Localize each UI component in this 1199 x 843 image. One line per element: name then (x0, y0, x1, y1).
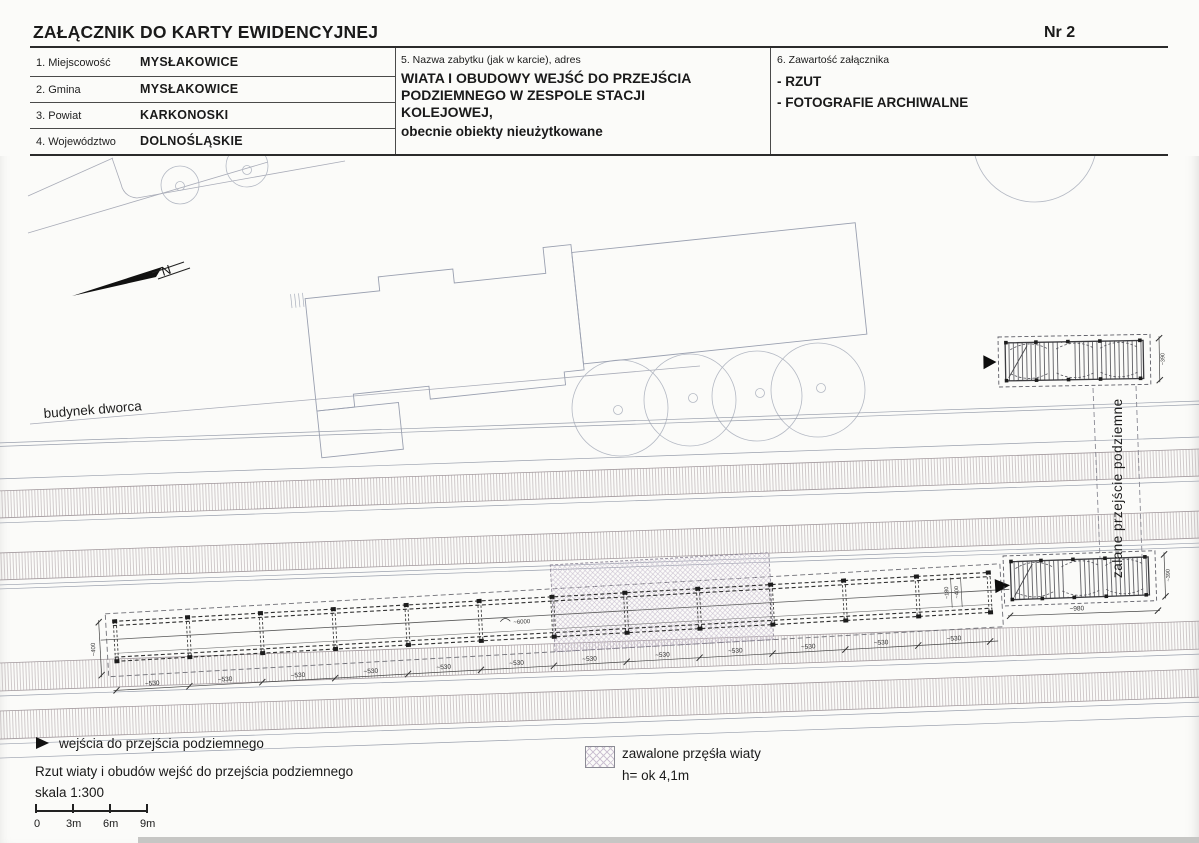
header-bottom-rule (30, 154, 1168, 156)
svg-text:~400: ~400 (954, 585, 961, 599)
svg-text:~180: ~180 (944, 586, 951, 600)
field-value: DOLNOŚLĄSKIE (140, 134, 243, 148)
contents-item: - FOTOGRAFIE ARCHIWALNE (777, 94, 969, 110)
field-value: MYSŁAKOWICE (140, 82, 239, 96)
entrance-marker-icon (36, 737, 49, 749)
scale-bar (35, 804, 155, 818)
legend-entrances-label: wejścia do przejścia podziemnego (59, 736, 264, 751)
svg-text:~390: ~390 (1165, 568, 1172, 582)
title-rule (30, 46, 1168, 48)
field-row-powiat (30, 103, 395, 129)
entrance-marker-icon (995, 578, 1011, 593)
entrance-top (983, 334, 1167, 387)
site-roads (28, 158, 700, 424)
scale-tick-label: 3m (66, 818, 82, 830)
bay-dimension: ~530 (363, 667, 379, 676)
bay-dimension: ~530 (290, 671, 306, 680)
bay-dimension: ~530 (654, 651, 670, 660)
flooded-passage-label: zalane przejście podziemne (1110, 398, 1125, 578)
station-building-label: budynek dworca (43, 398, 143, 421)
bay-dimension: ~530 (217, 675, 233, 684)
span-length-annotation (500, 617, 531, 627)
scale-bar-line (35, 810, 147, 812)
attachment-contents-list (777, 72, 968, 114)
field-row-wojewodztwo (30, 129, 395, 155)
north-arrow-icon (72, 262, 190, 296)
record-card-header (0, 0, 1199, 156)
bay-dimension: ~530 (582, 655, 598, 664)
svg-text:N: N (159, 261, 173, 279)
field-label: 1. Miejscowość (36, 57, 111, 69)
svg-text:~980: ~980 (1069, 605, 1085, 613)
scan-edge-shadow (138, 837, 1199, 843)
monument-name-label: 5. Nazwa zabytku (jak w karcie), adres (401, 54, 581, 66)
field-row-miejscowosc (30, 50, 395, 76)
field-value: KARKONOSKI (140, 108, 229, 122)
svg-text:~6000: ~6000 (513, 619, 531, 627)
collapsed-spans-swatch (585, 746, 615, 768)
field-label: 4. Województwo (36, 136, 116, 148)
column-divider (770, 48, 771, 154)
column-divider (395, 48, 396, 154)
field-label: 2. Gmina (36, 84, 81, 96)
bay-dimension: ~530 (509, 659, 525, 668)
svg-text:~390: ~390 (1160, 352, 1167, 366)
attachment-number: Nr 2 (1044, 24, 1076, 41)
drawing-scale: skala 1:300 (35, 785, 105, 800)
collapsed-spans-height: h= ok 4,1m (622, 768, 690, 783)
contents-item: - RZUT (777, 74, 822, 89)
scale-tick-label: 9m (140, 818, 156, 830)
scale-tick-label: 0 (34, 818, 41, 830)
bay-dimension: ~530 (144, 679, 160, 688)
bay-dimension: ~530 (436, 663, 452, 672)
svg-text:~400: ~400 (90, 642, 98, 657)
field-row-gmina (30, 77, 395, 103)
page-title: ZAŁĄCZNIK DO KARTY EWIDENCYJNEJ (33, 22, 379, 42)
bay-dimension: ~530 (946, 635, 962, 643)
collapsed-spans-label: zawalone przęśła wiaty (622, 746, 761, 761)
bay-dimension: ~530 (727, 647, 743, 656)
drawing-caption: Rzut wiaty i obudów wejść do przejścia podziemnego (35, 764, 354, 779)
bay-dimension: ~530 (800, 643, 816, 652)
legend-entrances (36, 736, 264, 751)
scale-tick-label: 6m (103, 818, 119, 830)
entrance-marker-icon (983, 355, 996, 369)
collapsed-spans-hatch (550, 553, 774, 652)
monument-condition: obecnie obiekty nieużytkowane (401, 124, 603, 139)
bay-dimension: ~530 (873, 639, 889, 647)
entrance-bottom (1003, 550, 1173, 619)
monument-name: WIATA I OBUDOWY WEJŚĆ DO PRZEJŚCIA PODZIEMNEGO W ZESPOLE STACJI KOLEJOWEJ, (401, 70, 691, 121)
field-value: MYSŁAKOWICE (140, 55, 239, 69)
field-label: 3. Powiat (36, 110, 82, 122)
attachment-contents-label: 6. Zawartość załącznika (777, 54, 890, 66)
